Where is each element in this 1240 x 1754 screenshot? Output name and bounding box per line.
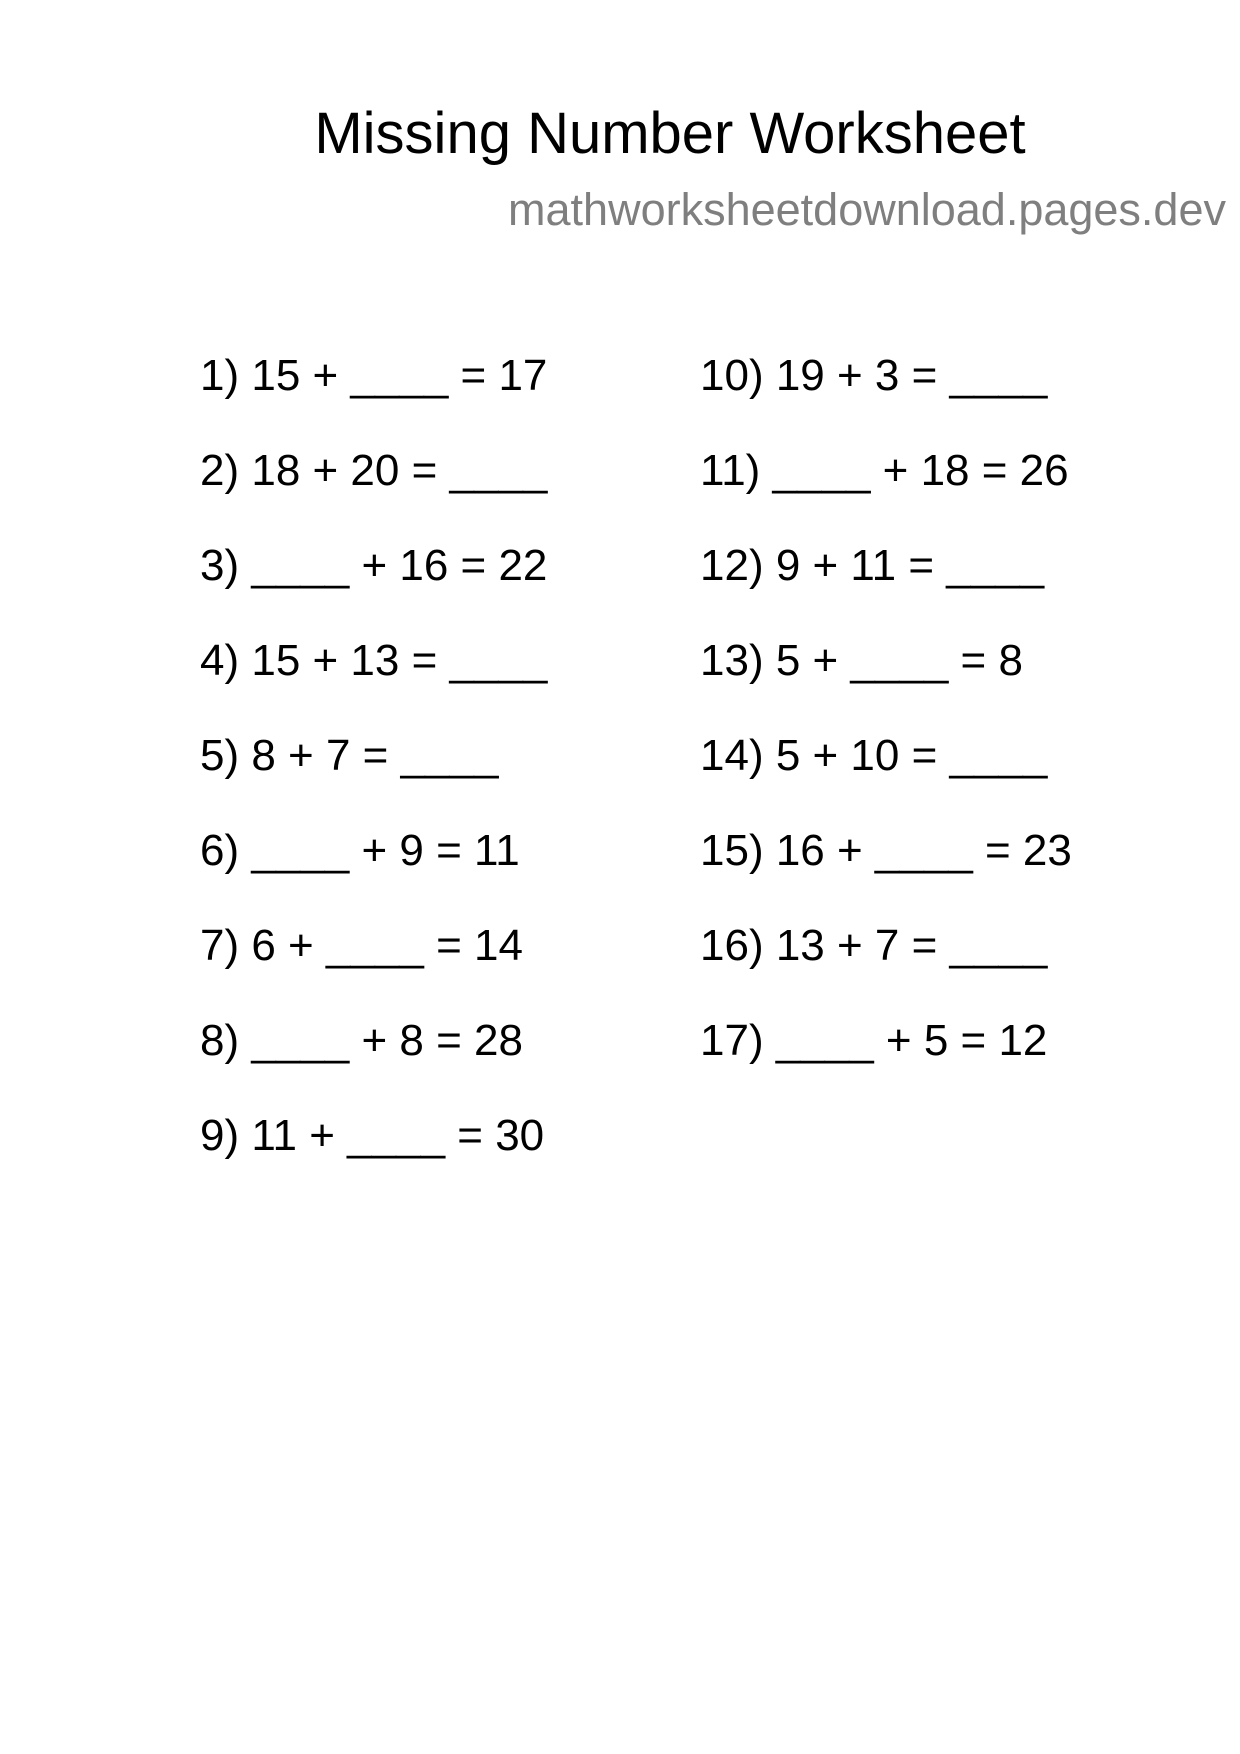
problem-5: 5) 8 + 7 = ____ bbox=[200, 731, 499, 780]
problem-4: 4) 15 + 13 = ____ bbox=[200, 636, 548, 685]
problem-6: 6) ____ + 9 = 11 bbox=[200, 826, 520, 875]
problems-right-column bbox=[700, 350, 1072, 1110]
problem-8: 8) ____ + 8 = 28 bbox=[200, 1016, 523, 1065]
problem-17: 17) ____ + 5 = 12 bbox=[700, 1016, 1048, 1065]
worksheet-title: Missing Number Worksheet bbox=[314, 101, 1026, 166]
problem-1: 1) 15 + ____ = 17 bbox=[200, 351, 548, 400]
website-url: mathworksheetdownload.pages.dev bbox=[508, 184, 1226, 235]
problem-10: 10) 19 + 3 = ____ bbox=[700, 351, 1048, 400]
problem-15: 15) 16 + ____ = 23 bbox=[700, 826, 1072, 875]
problem-16: 16) 13 + 7 = ____ bbox=[700, 921, 1048, 970]
problem-2: 2) 18 + 20 = ____ bbox=[200, 446, 548, 495]
problem-3: 3) ____ + 16 = 22 bbox=[200, 541, 548, 590]
problem-13: 13) 5 + ____ = 8 bbox=[700, 636, 1023, 685]
problem-7: 7) 6 + ____ = 14 bbox=[200, 921, 523, 970]
problem-11: 11) ____ + 18 = 26 bbox=[700, 446, 1069, 495]
problem-9: 9) 11 + ____ = 30 bbox=[200, 1111, 545, 1160]
problem-14: 14) 5 + 10 = ____ bbox=[700, 731, 1048, 780]
problems-left-column bbox=[200, 350, 547, 1205]
problem-12: 12) 9 + 11 = ____ bbox=[700, 541, 1045, 590]
